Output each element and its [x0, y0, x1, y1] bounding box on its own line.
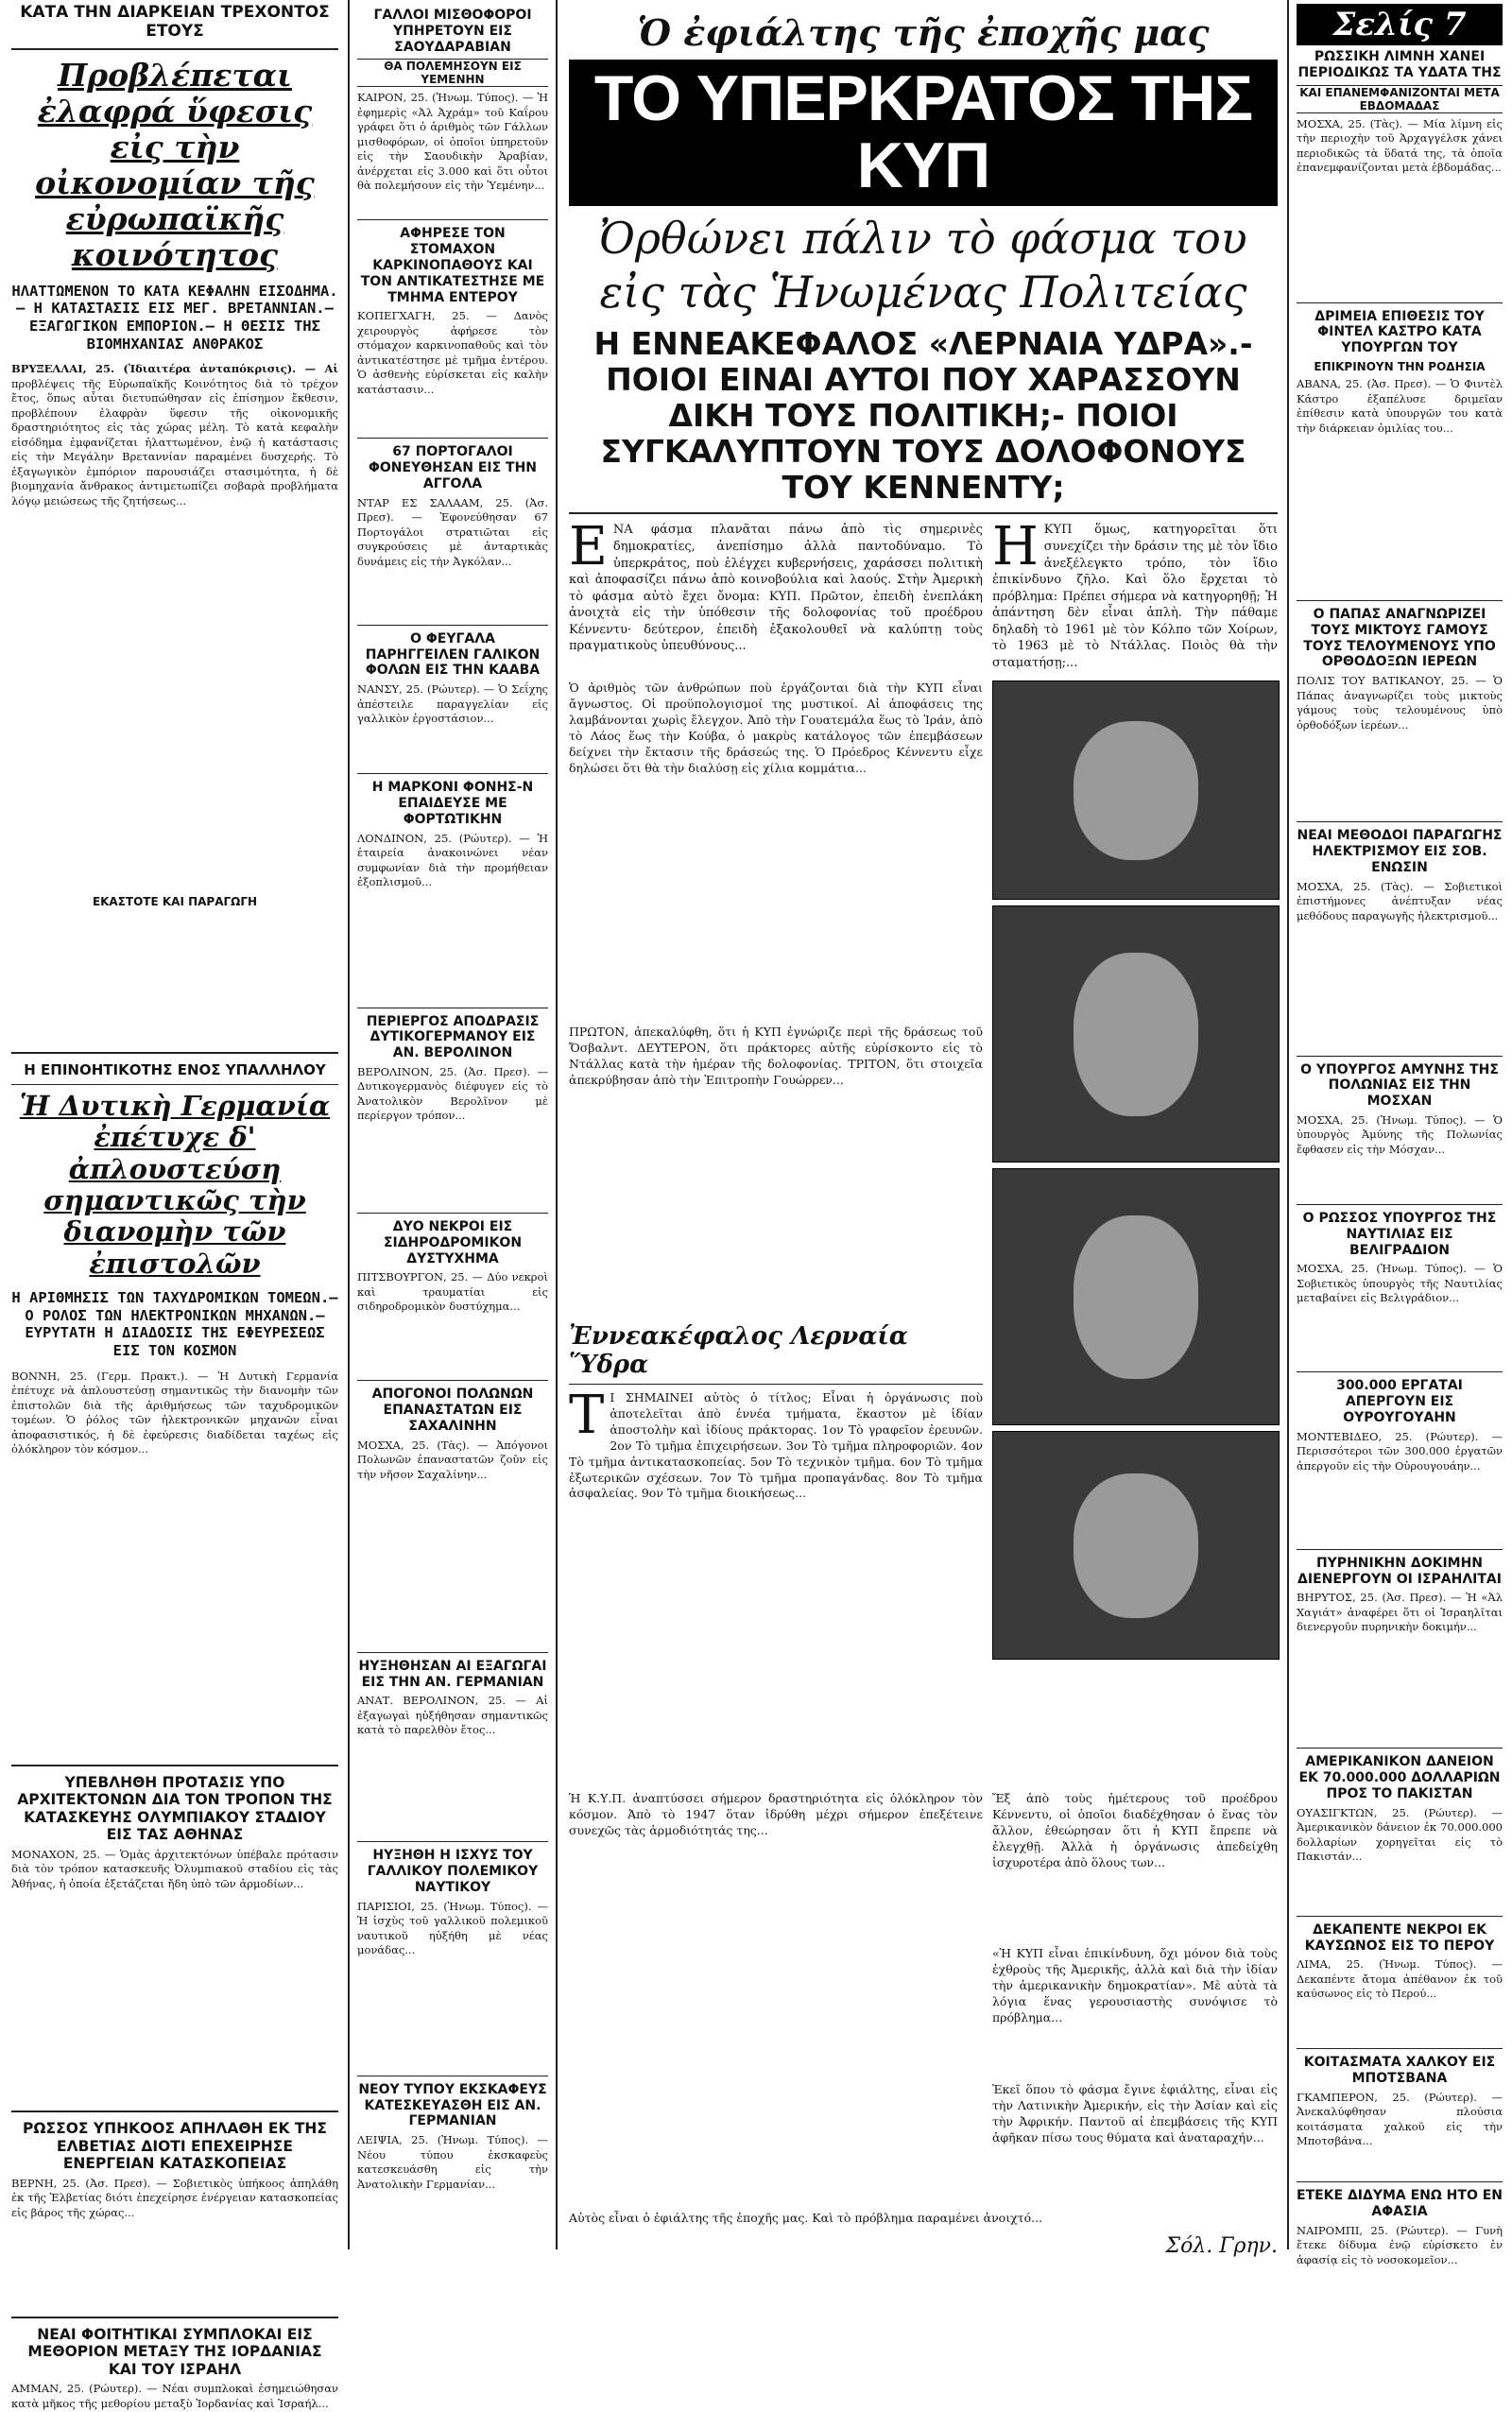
story-b6: ΒΕΡΟΛΙΝΟΝ, 25. (Ἀσ. Πρεσ). — Δυτικογερμανὸς διέφυγεν εἰς τὸ Ἀνατολικὸν Βερολῖνον μὲ περίεργον τρόπον...: [357, 1064, 548, 1123]
feature-body-row: [569, 681, 1278, 1791]
story-b3: ΝΤΑΡ ΕΣ ΣΑΛΑΑΜ, 25. (Ἀσ. Πρεσ). — Ἐφονεύθησαν 67 Πορτογάλοι στρατιῶται εἰς συγκρούσεις μὲ ἀνταρτικὰς δυνάμεις εἰς τὴν Ἀγκόλαν...: [357, 495, 548, 568]
center-feature: [563, 0, 1283, 2259]
story-b3: ΠΟΛΙΣ ΤΟΥ ΒΑΤΙΚΑΝΟΥ, 25. — Ὁ Πάπας ἀναγνωρίζει τοὺς μικτοὺς γάμους τοὺς τελουμένους ὑπὸ ὀρθοδόξων ἱερέων...: [1297, 674, 1503, 732]
divider: [11, 1084, 338, 1085]
portrait-photo-4: [992, 1431, 1280, 1660]
story-b11: ΓΚΑΜΠΕΡΟΝ, 25. (Ρώυτερ). — Ἀνεκαλύφθησαν πλούσια κοιτάσματα χαλκοῦ εἰς τὴν Μποτσβάνα...: [1297, 2090, 1503, 2148]
story-h6: ΠΕΡΙΕΡΓΟΣ ΑΠΟΔΡΑΣΙΣ ΔΥΤΙΚΟΓΕΡΜΑΝΟΥ ΕΙΣ ΑΝ. ΒΕΡΟΛΙΝΟΝ: [366, 1013, 540, 1061]
story-h6: Ο ΡΩΣΣΟΣ ΥΠΟΥΡΓΟΣ ΤΗΣ ΝΑΥΤΙΛΙΑΣ ΕΙΣ ΒΕΛΙΓΡΑΔΙΟΝ: [1302, 1210, 1497, 1258]
story-b10: ΠΑΡΙΣΙΟΙ, 25. (Ἠνωμ. Τύπος). — Ἡ ἰσχὺς τοῦ γαλλικοῦ πολεμικοῦ ναυτικοῦ ηὐξήθη μὲ νέας μονάδας...: [357, 1899, 548, 1957]
right-column: [1293, 0, 1506, 2266]
body3: Ι ΣΗΜΑΙΝΕΙ αὐτὸς ὁ τίτλος; Εἶναι ἡ ὀργάνωσις ποὺ ἀποτελεῖται ἀπὸ ἐννέα τμήματα, ἕκαστον μὲ ἰδίαν ἀποστολὴν καὶ ἰδίους πράκτορας. 1ον Τὸ γραφεῖον ἐρευνῶν. 2ον Τὸ τμῆμα ἐπιχειρήσεων. 3ον Τὸ τμῆμα πληροφοριῶν. 4ον Τὸ τμῆμα ἀντικατασκοπείας. 5ον Τὸ τεχνικὸν τμῆμα. 6ον Τὸ τμῆμα ἐξωτερικῶν σχέσεων. 7ον Τὸ τμῆμα προπαγάνδας. 8ον Τὸ τμῆμα ἀσφαλείας. 9ον Τὸ τμῆμα διοικήσεως...: [569, 1390, 983, 1501]
page-label: Σελίς 7: [1297, 4, 1503, 45]
intro-body: ΝΑ φάσμα πλανᾶται πάνω ἀπὸ τὶς σημερινὲς δημοκρατίες, ἀνεπίσημο ἀλλὰ παντοδύναμο. Τὸ ὑπερκράτος, ποὺ ἐλέγχει κυβερνήσεις, χαράσσει πολιτικὴ καὶ ἀποφασίζει πάνω ἀπὸ κοινοβούλια καὶ λαούς. Στὴν Ἀμερικὴ τὸ φάσμα αὐτὸ ἔχει ὄνομα: ΚΥΠ. Πρῶτον, ἐπειδὴ ἐνεπλάκη ἀνοιχτὰ εἰς τὴν ὑπόθεσιν τῆς δολοφονίας τοῦ προέδρου Κέννεντυ· δεύτερον, ἐπειδὴ ἐξακολουθεῖ νὰ καλύπτῃ τοὺς πραγματικοὺς ὑπευθύνους...: [569, 523, 983, 654]
body6: «Ἡ ΚΥΠ εἶναι ἐπικίνδυνη, ὄχι μόνον διὰ τοὺς ἐχθροὺς τῆς Ἀμερικῆς, ἀλλὰ καὶ διὰ τὴν ἰδίαν τὴν ἀμερικανικὴν δημοκρατίαν». Μὲ αὐτὰ τὰ λόγια ἕνας γερουσιαστὴς συνόψισε τὸ πρόβλημα...: [991, 1946, 1278, 2024]
feature-left-body: [569, 681, 983, 1791]
portrait-photo-3: [992, 1168, 1280, 1425]
body2: ΠΡΩΤΟΝ, ἀπεκαλύφθη, ὅτι ἡ ΚΥΠ ἐγνώριζε περὶ τῆς δράσεως τοῦ Ὄσβαλντ. ΔΕΥΤΕΡΟΝ, ὅτι πράκτορες αὐτῆς εὑρίσκοντο εἰς τὸ Ντάλλας κατὰ τὴν ἡμέραν τῆς δολοφονίας. ΤΡΙΤΟΝ, ὅτι στοιχεῖα ἀπεκρύβησαν ἀπὸ τὴν Ἐπιτροπὴν Γουώρρεν...: [569, 1025, 983, 1088]
divider: [357, 625, 548, 626]
divider: [1297, 1056, 1503, 1057]
main-body: ΒΡΥΞΕΛΛΑΙ, 25. (Ἰδιαιτέρα ἀνταπόκρισις). — Αἱ προβλέψεις τῆς Εὐρωπαϊκῆς Κοινότητος διὰ τὸ τρέχον ἔτος, ὅπως αὗται διετυπώθησαν εἰς ἐπίσημον ἔκθεσιν, προβλέπουν ἐλαφρὰν ὕφεσιν τῆς οἰκονομικῆς δραστηριότητος εἰς τὰς χώρας μέλη. Τὸ κατὰ κεφαλὴν εἰσόδημα ἐμφανίζεται ἠλαττωμένον, ἐνῷ ἡ κατάστασις εἰς τὴν Μεγάλην Βρεταννίαν παραμένει δυσχερής. Τὸ ἐξαγωγικὸν ἐμπόριον παρουσιάζει στασιμότητα, ἡ δὲ βιομηχανία ἄνθρακος ἀντιμετωπίζει σοβαρὰ προβλήματα λόγῳ μειώσεως τῆς ζητήσεως...: [11, 362, 338, 508]
right-text: [991, 516, 1278, 671]
divider: [357, 1652, 548, 1653]
story-h8: ΑΠΟΓΟΝΟΙ ΠΟΛΩΝΩΝ ΕΠΑΝΑΣΤΑΤΩΝ ΕΙΣ ΣΑΧΑΛΙΝΗΝ: [371, 1387, 534, 1434]
story-b11: ΛΕΙΨΙΑ, 25. (Ἠνωμ. Τύπος). — Νέου τύπου ἐκσκαφεὺς κατεσκευάσθη εἰς τὴν Ἀνατολικὴν Γερμανίαν...: [357, 2133, 548, 2191]
story-h9: ΗΥΞΗΘΗΣΑΝ ΑΙ ΕΞΑΓΩΓΑΙ ΕΙΣ ΤΗΝ ΑΝ. ΓΕΡΜΑΝΙΑΝ: [358, 1658, 547, 1690]
story-b12: ΝΑΙΡΟΜΠΙ, 25. (Ρώυτερ). — Γυνὴ ἔτεκε δίδυμα ἐνῷ εὑρίσκετο ἐν ἀφασίᾳ εἰς τὸ νοσοκομεῖον...: [1297, 2223, 1503, 2266]
caption-head: Ἐννεακέφαλος Λερναία Ὕδρα: [569, 1323, 983, 1385]
story-h10: ΔΕΚΑΠΕΝΤΕ ΝΕΚΡΟΙ ΕΚ ΚΑΥΣΩΝΟΣ ΕΙΣ ΤΟ ΠΕΡΟΥ: [1304, 1921, 1495, 1954]
column-rule: [1287, 0, 1289, 2249]
second-column: [353, 0, 552, 2249]
story-h4: Ο ΦΕΥΓΑΛΑ ΠΑΡΗΓΓΕΙΛΕΝ ΓΑΛΙΚΟΝ ΦΟΛΩΝ ΕΙΣ ΤΗΝ ΚΑΑΒΑ: [365, 630, 541, 679]
text-block: [11, 912, 338, 1044]
divider: [11, 2317, 338, 2318]
feature-kicker: Ὁ ἐφιάλτης τῆς ἐποχῆς μας: [637, 11, 1210, 54]
story-h3: 67 ΠΟΡΤΟΓΑΛΟΙ ΦΟΝΕΥΘΗΣΑΝ ΕΙΣ ΤΗΝ ΑΓΓΟΛΑ: [368, 444, 538, 491]
story-b7: ΠΙΤΣΒΟΥΡΓΟΝ, 25. — Δύο νεκροὶ καὶ τραυματίαι εἰς σιδηροδρομικὸν δυστύχημα...: [357, 1270, 548, 1314]
right-body: ΚΥΠ ὅμως, κατηγορεῖται ὅτι συνεχίζει τὴν δράσιν της μὲ τὸν ἴδιο ἀνεξέλεγκτο τρόπο, τὸν ἴδιο ἐπικίνδυνο ζῆλο. Καὶ ὅλο ἔρχεται τὸ πρόβλημα: Πρέπει σήμερα νὰ κατηγορηθῇ; Ἡ ἀπάντηση δὲν εἶναι ἁπλὴ. Τὴν πάθαμε δηλαδὴ τὸ 1961 μὲ τὸν Κόλπο τῶν Χοίρων, τὸ 1963 μὲ τὸ Ντάλλας. Ποιὸς θὰ τὴν σταματήσῃ;...: [991, 523, 1278, 670]
column-rule: [556, 0, 558, 2249]
divider: [569, 512, 1278, 514]
divider: [357, 438, 548, 439]
body7: Ἐκεῖ ὅπου τὸ φάσμα ἔγινε ἐφιάλτης, εἶναι εἰς τὴν Λατινικὴν Ἀμερικήν, εἰς τὴν Ἀσίαν καὶ εἰς τὴν Ἀφρικήν. Παντοῦ αἱ ἐπεμβάσεις τῆς ΚΥΠ ἀφῆκαν πίσω τους θύματα καὶ ἀναταραχήν...: [991, 2082, 1278, 2145]
feature-deck: Η ΕΝΝΕΑΚΕΦΑΛΟΣ «ΛΕΡΝΑΙΑ ΥΔΡΑ».- ΠΟΙΟΙ ΕΙΝΑΙ ΑΥΤΟΙ ΠΟΥ ΧΑΡΑΣΣΟΥΝ ΔΙΚΗ ΤΟΥΣ ΠΟΛΙΤΙΚΗ;- ΠΟΙΟΙ ΣΥΓΚΑΛΥΠΤΟΥΝ ΤΟΥΣ ΔΟΛΟΦΟΝΟΥΣ ΤΟΥ ΚΕΝΝΕΝΤΥ;: [593, 324, 1253, 506]
divider: [1297, 1371, 1503, 1372]
story-h2: ΑΦΗΡΕΣΕ ΤΟΝ ΣΤΟΜΑΧΟΝ ΚΑΡΚΙΝΟΠΑΘΟΥΣ ΚΑΙ ΤΟΝ ΑΝΤΙΚΑΤΕΣΤΗΣΕ ΜΕ ΤΜΗΜΑ ΕΝΤΕΡΟΥ: [360, 226, 545, 305]
body5: Ἔξ ἀπὸ τοὺς ἡμέτερους τοῦ προέδρου Κέννεντυ, οἱ ὁποῖοι διαδέχθησαν ὁ ἕνας τὸν ἄλλον, ἐθεώρησαν ὅτι ἡ ΚΥΠ ἔπρεπε νὰ ἐλεγχθῇ. Ἀλλὰ ἡ ὀργάνωσις ἀπεδείχθη ἰσχυροτέρα ἀπὸ ὅλους των...: [991, 1791, 1278, 1869]
feature-intro-row: [569, 516, 1278, 675]
story-h1: ΓΑΛΛΟΙ ΜΙΣΘΟΦΟΡΟΙ ΥΠΗΡΕΤΟΥΝ ΕΙΣ ΣΑΟΥΔΑΡΑΒΙΑΝ: [373, 8, 532, 55]
divider: [1297, 821, 1503, 822]
intro-text: [569, 516, 983, 654]
body4: Ἡ Κ.Υ.Π. ἀναπτύσσει σήμερον δραστηριότητα εἰς ὁλόκληρον τὸν κόσμον. Ἀπὸ τὸ 1947 ὅταν ἱδρύθη μέχρι σήμερον ἐπεξέτεινε συνεχῶς τὰς ἁρμοδιότητάς της...: [569, 1791, 983, 1837]
story-b5: ΜΟΣΧΑ, 25. (Ἠνωμ. Τύπος). — Ὁ ὑπουργὸς Ἀμύνης τῆς Πολωνίας ἔφθασεν εἰς τὴν Μόσχαν...: [1297, 1112, 1503, 1156]
story-h2-sub: ΕΠΙΚΡΙΝΟΥΝ ΤΗΝ ΡΟΔΗΣΙΑ: [1314, 359, 1486, 373]
divider: [1297, 2048, 1503, 2049]
main-subhead: ΗΛΑΤΤΩΜΕΝΟΝ ΤΟ ΚΑΤΑ ΚΕΦΑΛΗΝ ΕΙΣΟΔΗΜΑ.— Η ΚΑΤΑΣΤΑΣΙΣ ΕΙΣ ΜΕΓ. ΒΡΕΤΑΝΝΙΑΝ.— ΕΞΑΓΩΓΙΚΟΝ ΕΜΠΟΡΙΟΝ.— Η ΘΕΣΙΣ ΤΗΣ ΒΙΟΜΗΧΑΝΙΑΣ ΑΝΘΡΑΚΟΣ: [11, 282, 338, 353]
drop-cap: Τ: [569, 1385, 605, 1447]
feature-subhead: Ὀρθώνει πάλιν τὸ φάσμα του εἰς τὰς Ἡνωμένας Πολιτείας: [599, 212, 1247, 319]
divider: [1297, 1549, 1503, 1550]
story-b6: ΜΟΣΧΑ, 25. (Ἠνωμ. Τύπος). — Ὁ Σοβιετικὸς ὑπουργὸς τῆς Ναυτιλίας μεταβαίνει εἰς Βελιγράδιον...: [1297, 1262, 1503, 1305]
divider: [357, 773, 548, 774]
divider: [357, 1841, 548, 1842]
section-label: ΕΚΑΣΤΟΤΕ ΚΑΙ ΠΑΡΑΓΩΓΗ: [92, 895, 258, 909]
feature-banner: ΤΟ ΥΠΕΡΚΡΑΤΟΣ ΤΗΣ ΚΥΠ: [569, 60, 1278, 206]
divider: [1297, 600, 1503, 601]
story-h1: ΡΩΣΣΙΚΗ ΛΙΜΝΗ ΧΑΝΕΙ ΠΕΡΙΟΔΙΚΩΣ ΤΑ ΥΔΑΤΑ ΤΗΣ: [1297, 49, 1502, 80]
rule-label: Η ΕΠΙΝΟΗΤΙΚΟΤΗΣ ΕΝΟΣ ΥΠΑΛΛΗΛΟΥ: [24, 1061, 326, 1079]
story-b7: ΜΟΝΤΕΒΙΔΕΟ, 25. (Ρώυτερ). — Περισσότεροι τῶν 300.000 ἐργατῶν ἀπεργοῦν εἰς τὴν Οὐρουγουάην...: [1297, 1429, 1503, 1473]
lower-left: [569, 1791, 983, 2211]
story2-headline: Ἡ Δυτικὴ Γερμανία ἐπέτυχε δ' ἀπλουστεύση σημαντικῶς τὴν διανομὴν τῶν ἐπιστολῶν: [19, 1090, 331, 1280]
story-b8: ΜΟΣΧΑ, 25. (Τὰς). — Ἀπόγονοι Πολωνῶν ἐπαναστατῶν ζοῦν εἰς τὴν νῆσον Σαχαλίνην...: [357, 1438, 548, 1481]
body3-text: [569, 1385, 983, 1787]
divider: [11, 1765, 338, 1766]
story3-body: ΜΟΝΑΧΟΝ, 25. — Ὁμὰς ἀρχιτεκτόνων ὑπέβαλε πρότασιν διὰ τὸν τρόπον κατασκευῆς Ὀλυμπιακοῦ σταδίου εἰς τὰς Ἀθήνας, ἡ ὁποία ἐξετάζεται ἤδη ὑπὸ τῶν ἁρμοδίων...: [11, 1847, 338, 1890]
feature-lower-row: [569, 1791, 1278, 2211]
story-b9: ΟΥΑΣΙΓΚΤΩΝ, 25. (Ρώυτερ). — Ἀμερικανικὸν δάνειον ἐκ 70.000.000 δολλαρίων χορηγεῖται εἰς τὸ Πακιστάν...: [1297, 1805, 1503, 1864]
divider: [1297, 302, 1503, 303]
divider: [357, 219, 548, 220]
body1: Ὁ ἀριθμὸς τῶν ἀνθρώπων ποὺ ἐργάζονται διὰ τὴν ΚΥΠ εἶναι ἄγνωστος. Οἱ προϋπολογισμοί της μυστικοί. Αἱ ἀποφάσεις της λαμβάνονται χωρὶς ἔλεγχον. Ἀπὸ τὴν Γουατεμάλα ἕως τὸ Ἰράν, ἀπὸ τὸ Λάος ἕως τὴν Κούβα, ὁ μακρὺς κατάλογος τῶν ἐπεμβάσεων δείχνει τὴν ἔκτασιν τῆς δράσεώς της. Ὁ Πρόεδρος Κέννεντυ εἶχε δηλώσει ὅτι θὰ τὴν διαλύσῃ εἰς χίλια κομμάτια...: [569, 681, 983, 775]
story-b10: ΛΙΜΑ, 25. (Ἠνωμ. Τύπος). — Δεκαπέντε ἄτομα ἀπέθανον ἐκ τοῦ καύσωνος εἰς τὸ Περού...: [1297, 1957, 1503, 2001]
divider: [11, 48, 338, 50]
divider: [11, 1052, 338, 1054]
divider: [357, 1213, 548, 1214]
story5-headline: ΝΕΑΙ ΦΟΙΤΗΤΙΚΑΙ ΣΥΜΠΛΟΚΑΙ ΕΙΣ ΜΕΘΟΡΙΟΝ ΜΕΤΑΞΥ ΤΗΣ ΙΟΡΔΑΝΙΑΣ ΚΑΙ ΤΟΥ ΙΣΡΑΗΛ: [27, 2325, 322, 2378]
top-kicker: ΚΑΤΑ ΤΗΝ ΔΙΑΡΚΕΙΑΝ ΤΡΕΧΟΝΤΟΣ ΕΤΟΥΣ: [20, 3, 330, 41]
story-b1: ΜΟΣΧΑ, 25. (Τὰς). — Μία λίμνη εἰς τὴν περιοχὴν τοῦ Ἀρχαγγέλσκ χάνει περιοδικῶς τὰ ὕδατά της, τὰ ὁποῖα ἐπανεμφανίζονται μετὰ ἑβδομάδας...: [1297, 116, 1503, 175]
story-h1-sub: ΚΑΙ ΕΠΑΝΕΜΦΑΝΙΖΟΝΤΑΙ ΜΕΤΑ ΕΒΔΟΜΑΔΑΣ: [1297, 85, 1503, 113]
story-h2: ΔΡΙΜΕΙΑ ΕΠΙΘΕΣΙΣ ΤΟΥ ΦΙΝΤΕΛ ΚΑΣΤΡΟ ΚΑΤΑ ΥΠΟΥΡΓΩΝ ΤΟΥ: [1314, 308, 1485, 356]
intro-right-col: [991, 516, 1278, 675]
story2-subhead: Η ΑΡΙΘΜΗΣΙΣ ΤΩΝ ΤΑΧΥΔΡΟΜΙΚΩΝ ΤΟΜΕΩΝ.— Ο ΡΟΛΟΣ ΤΩΝ ΗΛΕΚΤΡΟΝΙΚΩΝ ΜΗΧΑΝΩΝ.— ΕΥΡΥΤΑΤΗ Η ΔΙΑΔΟΣΙΣ ΤΗΣ ΕΦΕΥΡΕΣΕΩΣ ΕΙΣ ΤΟΝ ΚΟΣΜΟΝ: [11, 1289, 338, 1359]
story-h11: ΝΕΟΥ ΤΥΠΟΥ ΕΚΣΚΑΦΕΥΣ ΚΑΤΕΣΚΕΥΑΣΘΗ ΕΙΣ ΑΝ. ΓΕΡΜΑΝΙΑΝ: [358, 2081, 547, 2129]
story-h7: ΔΥΟ ΝΕΚΡΟΙ ΕΙΣ ΣΙΔΗΡΟΔΡΟΜΙΚΟΝ ΔΥΣΤΥΧΗΜΑ: [383, 1218, 523, 1266]
story-b2: ΚΟΠΕΓΧΑΓΗ, 25. — Δανὸς χειρουργὸς ἀφήρεσε τὸν στόμαχον καρκινοπαθοῦς καὶ τὸν ἀντικατέστησε μὲ τμῆμα ἐντέρου. Ὁ ἀσθενὴς εὑρίσκεται εἰς καλὴν κατάστασιν...: [357, 309, 548, 396]
story-b9: ΑΝΑΤ. ΒΕΡΟΛΙΝΟΝ, 25. — Αἱ ἐξαγωγαὶ ηὐξήθησαν σημαντικῶς κατὰ τὸ παρελθὸν ἔτος...: [357, 1694, 548, 1737]
photo-column: [992, 681, 1278, 1791]
divider: [11, 2110, 338, 2112]
story-b4: ΝΑΝΣΥ, 25. (Ρώυτερ). — Ὁ Σεΐχης ἀπέστειλε παραγγελίαν εἰς γαλλικὸν ἐργοστάσιον...: [357, 682, 548, 726]
drop-cap: Η: [991, 516, 1039, 578]
left-column: [6, 0, 344, 2410]
byline-signature: Σόλ. Γρην.: [1165, 2234, 1278, 2259]
body8: Αὐτὸς εἶναι ὁ ἐφιάλτης τῆς ἐποχῆς μας. Καὶ τὸ πρόβλημα παραμένει ἀνοιχτό...: [569, 2211, 1043, 2226]
story-b4: ΜΟΣΧΑ, 25. (Τὰς). — Σοβιετικοὶ ἐπιστήμονες ἀνέπτυξαν νέας μεθόδους παραγωγῆς ἠλεκτρισμοῦ...: [1297, 879, 1503, 922]
divider: [1297, 2181, 1503, 2182]
story-h3: Ο ΠΑΠΑΣ ΑΝΑΓΝΩΡΙΖΕΙ ΤΟΥΣ ΜΙΚΤΟΥΣ ΓΑΜΟΥΣ ΤΟΥΣ ΤΕΛΟΥΜΕΝΟΥΣ ΥΠΟ ΟΡΘΟΔΟΞΩΝ ΙΕΡΕΩΝ: [1303, 606, 1496, 670]
story-h8: ΠΥΡΗΝΙΚΗΝ ΔΟΚΙΜΗΝ ΔΙΕΝΕΡΓΟΥΝ ΟΙ ΙΣΡΑΗΛΙΤΑΙ: [1297, 1555, 1502, 1587]
column-rule: [348, 0, 350, 2249]
divider: [1297, 1916, 1503, 1917]
lower-right: [992, 1791, 1278, 2211]
main-headline: Προβλέπεται ἐλαφρά ὕφεσις εἰς τὴν οἰκονομίαν τῆς εὐρωπαϊκῆς κοινότητος: [35, 57, 315, 273]
story2-body: ΒΟΝΝΗ, 25. (Γερμ. Πρακτ.). — Ἡ Δυτικὴ Γερμανία ἐπέτυχε νὰ ἀπλουστεύσῃ σημαντικῶς τὴν διανομὴν τῶν ἐπιστολῶν διὰ τῆς ἀριθμήσεως τῶν ταχυδρομικῶν τομέων. Ὁ ῥόλος τῶν ἠλεκτρονικῶν μηχανῶν εἶναι ἀποφασιστικός, ἡ δὲ ἐφεύρεσις διαδίδεται ταχέως εἰς ὁλόκληρον τὸν κόσμον...: [11, 1369, 338, 1456]
story-h11: ΚΟΙΤΑΣΜΑΤΑ ΧΑΛΚΟΥ ΕΙΣ ΜΠΟΤΣΒΑΝΑ: [1303, 2055, 1496, 2087]
story-h10: ΗΥΞΗΘΗ Η ΙΣΧΥΣ ΤΟΥ ΓΑΛΛΙΚΟΥ ΠΟΛΕΜΙΚΟΥ ΝΑΥΤΙΚΟΥ: [367, 1848, 539, 1895]
story4-body: ΒΕΡΝΗ, 25. (Ἀσ. Πρεσ). — Σοβιετικὸς ὑπήκοος ἀπηλάθη ἐκ τῆς Ἐλβετίας διότι ἐπεχείρησε ἐνέργειαν κατασκοπείας εἰς βάρος τῆς χώρας...: [11, 2176, 338, 2219]
story-h12: ΕΤΕΚΕ ΔΙΔΥΜΑ ΕΝΩ ΗΤΟ ΕΝ ΑΦΑΣΙΑ: [1297, 2187, 1503, 2219]
portrait-photo-1: [992, 681, 1280, 900]
divider: [1297, 1204, 1503, 1205]
story-h9: ΑΜΕΡΙΚΑΝΙΚΟΝ ΔΑΝΕΙΟΝ ΕΚ 70.000.000 ΔΟΛΛΑΡΙΩΝ ΠΡΟΣ ΤΟ ΠΑΚΙΣΤΑΝ: [1298, 1754, 1501, 1801]
divider: [357, 1380, 548, 1381]
story4-headline: ΡΩΣΣΟΣ ΥΠΗΚΟΟΣ ΑΠΗΛΑΘΗ ΕΚ ΤΗΣ ΕΛΒΕΤΙΑΣ ΔΙΟΤΙ ΕΠΕΧΕΙΡΗΣΕ ΕΝΕΡΓΕΙΑΝ ΚΑΤΑΣΚΟΠΕΙΑΣ: [23, 2119, 327, 2173]
intro-col: [569, 516, 983, 675]
story3-headline: ΥΠΕΒΛΗΘΗ ΠΡΟΤΑΣΙΣ ΥΠΟ ΑΡΧΙΤΕΚΤΟΝΩΝ ΔΙΑ ΤΟΝ ΤΡΟΠΟΝ ΤΗΣ ΚΑΤΑΣΚΕΥΗΣ ΟΛΥΜΠΙΑΚΟΥ ΣΤΑΔΙΟΥ ΕΙΣ ΤΑΣ ΑΘΗΝΑΣ: [17, 1773, 333, 1844]
story-b1: ΚΑΙΡΟΝ, 25. (Ἠνωμ. Τύπος). — Ἡ ἐφημερὶς «Ἀλ Ἀχράμ» τοῦ Καΐρου γράφει ὅτι ὁ ἀριθμὸς τῶν Γάλλων μισθοφόρων, οἱ ὁποῖοι ὑπηρετοῦν εἰς τὴν Σαουδικὴν Ἀραβίαν, ἀνέρχεται εἰς 3.000 καὶ ὅτι οὗτοι θὰ πολεμήσουν εἰς τὴν Ὑεμένην...: [357, 91, 548, 193]
story-b5: ΛΟΝΔΙΝΟΝ, 25. (Ρώυτερ). — Ἡ ἑταιρεία ἀνακοινώνει νέαν συμφωνίαν διὰ τὴν προμήθειαν ἐξοπλισμοῦ...: [357, 831, 548, 889]
divider: [1297, 1748, 1503, 1749]
story-b2: ΑΒΑΝΑ, 25. (Ἀσ. Πρεσ). — Ὁ Φιντὲλ Κάστρο ἐξαπέλυσε δριμεῖαν ἐπίθεσιν κατὰ ὑπουργῶν του κατὰ τὴν διάρκειαν ὁμιλίας του...: [1297, 376, 1503, 435]
drop-cap: Ε: [569, 516, 608, 578]
story-h4: ΝΕΑΙ ΜΕΘΟΔΟΙ ΠΑΡΑΓΩΓΗΣ ΗΛΕΚΤΡΙΣΜΟΥ ΕΙΣ ΣΟΒ. ΕΝΩΣΙΝ: [1297, 828, 1503, 875]
story-h7: 300.000 ΕΡΓΑΤΑΙ ΑΠΕΡΓΟΥΝ ΕΙΣ ΟΥΡΟΥΓΟΥΑΗΝ: [1336, 1378, 1463, 1425]
story-h5: Η ΜΑΡΚΟΝΙ ΦΟΝΗΣ-Ν ΕΠΑΙΔΕΥΣΕ ΜΕ ΦΟΡΤΩΤΙΚΗΝ: [371, 780, 534, 827]
story-b8: ΒΗΡΥΤΟΣ, 25. (Ἀσ. Πρεσ). — Ἡ «Ἀλ Χαγιάτ» ἀναφέρει ὅτι οἱ Ἰσραηλῖται διενεργοῦν πυρηνικὴν δοκιμήν...: [1297, 1591, 1503, 1634]
portrait-photo-2: [992, 905, 1280, 1163]
story5-body: ΑΜΜΑΝ, 25. (Ρώυτερ). — Νέαι συμπλοκαὶ ἐσημειώθησαν κατὰ μῆκος τῆς μεθορίου μεταξὺ Ἰορδανίας καὶ Ἰσραήλ...: [11, 2382, 338, 2410]
story-h1-sub: ΘΑ ΠΟΛΕΜΗΣΟΥΝ ΕΙΣ ΥΕΜΕΝΗΝ: [357, 59, 548, 87]
story-h5: Ο ΥΠΟΥΡΓΟΣ ΑΜΥΝΗΣ ΤΗΣ ΠΟΛΩΝΙΑΣ ΕΙΣ ΤΗΝ ΜΟΣΧΑΝ: [1300, 1061, 1499, 1110]
